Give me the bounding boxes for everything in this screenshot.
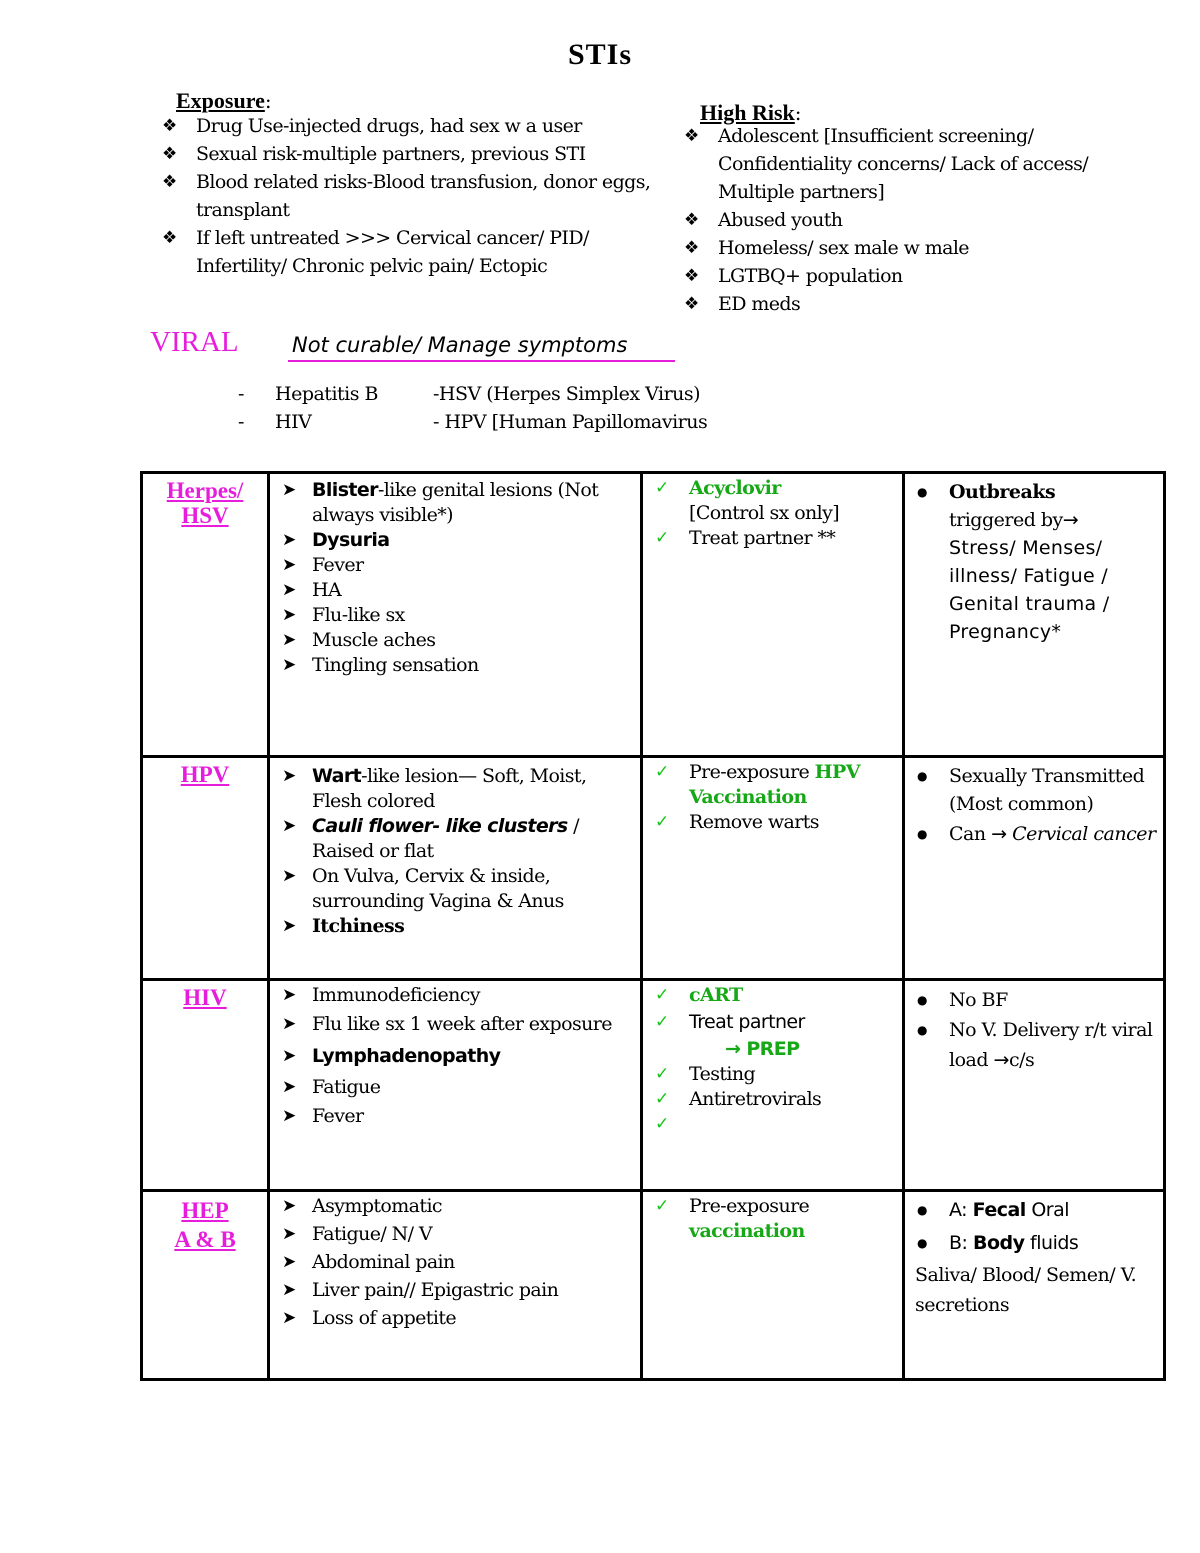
symptoms-list — [270, 1192, 640, 1332]
notes-list — [905, 474, 1163, 646]
note-fluids: Saliva/ Blood/ Semen/ V. secretions — [915, 1264, 1137, 1316]
arrow-right-icon: → — [993, 1049, 1009, 1071]
symptom-text: On Vulva, Cervix & inside, surrounding Vagina & Anus — [312, 865, 564, 912]
list-item — [158, 168, 678, 224]
symptom-text: Immunodeficiency — [312, 984, 480, 1006]
list-item — [653, 983, 902, 1008]
arrow-bullet-icon: ➤ — [282, 766, 296, 786]
treatment-highlight: → PREP — [725, 1038, 800, 1060]
list-item — [915, 1227, 1163, 1260]
list-item — [653, 1062, 902, 1087]
check-icon: ✓ — [655, 1064, 669, 1084]
table-row — [142, 473, 1165, 757]
high-risk-item-text: Homeless/ sex male w male — [718, 237, 969, 259]
symptom-bold: Blister — [312, 479, 378, 501]
arrow-bullet-icon: ➤ — [282, 1224, 296, 1244]
dot-bullet-icon: ● — [917, 769, 927, 783]
check-icon: ✓ — [655, 1196, 669, 1216]
diamond-bullet-icon: ❖ — [162, 144, 177, 164]
arrow-bullet-icon: ➤ — [282, 985, 296, 1005]
treatment-cell — [642, 473, 904, 757]
list-item — [653, 526, 902, 551]
diamond-bullet-icon: ❖ — [684, 210, 699, 230]
symptom-bold: Dysuria — [312, 529, 390, 551]
list-item — [282, 981, 640, 1010]
viral-underline — [288, 360, 675, 362]
dash-marker: - — [238, 411, 244, 433]
list-item — [680, 122, 1140, 206]
treatment-highlight: cART — [689, 984, 743, 1006]
exposure-item-text: Blood related risks-Blood transfusion, donor eggs, transplant — [196, 171, 651, 221]
page-title: STIs — [567, 38, 633, 71]
row-name: HSV — [181, 503, 229, 528]
diamond-bullet-icon: ❖ — [684, 294, 699, 314]
list-item — [282, 628, 640, 653]
arrow-bullet-icon: ➤ — [282, 916, 296, 936]
row-name: HEP — [181, 1198, 229, 1223]
viral-right-item: -HSV (Herpes Simplex Virus) — [433, 383, 701, 405]
table-row — [142, 1191, 1165, 1380]
list-item — [653, 810, 902, 835]
symptom-text: Asymptomatic — [312, 1195, 442, 1217]
list-item — [238, 380, 798, 408]
arrow-right-icon: → — [991, 823, 1007, 845]
high-risk-list — [680, 122, 1140, 318]
list-item — [915, 762, 1163, 818]
diamond-bullet-icon: ❖ — [162, 172, 177, 192]
list-item — [282, 1192, 640, 1220]
check-icon: ✓ — [655, 812, 669, 832]
treatment-cell — [642, 757, 904, 980]
high-risk-item-text: LGTBQ+ population — [718, 265, 903, 287]
note-text: c/s — [1008, 1049, 1035, 1071]
symptom-text: Muscle aches — [312, 629, 436, 651]
arrow-bullet-icon: ➤ — [282, 555, 296, 575]
high-risk-section — [680, 100, 1140, 318]
list-item — [158, 140, 678, 168]
viral-left-item: Hepatitis B — [275, 383, 378, 405]
list-item — [282, 764, 640, 814]
note-text: Sexually Transmitted (Most common) — [949, 765, 1145, 815]
arrow-bullet-icon: ➤ — [282, 1046, 296, 1066]
high-risk-item-text: Adolescent [Insufficient screening/ Confidentiality concerns/ Lack of access/ Multiple partners] — [718, 125, 1089, 203]
list-item — [282, 1102, 640, 1131]
symptom-text: Tingling sensation — [312, 654, 479, 676]
list-item — [282, 1073, 640, 1102]
check-icon: ✓ — [655, 1089, 669, 1109]
symptom-bold: Wart — [312, 765, 362, 787]
row-name-cell — [142, 757, 269, 980]
arrow-bullet-icon: ➤ — [282, 1106, 296, 1126]
diamond-bullet-icon: ❖ — [684, 126, 699, 146]
check-icon: ✓ — [655, 762, 669, 782]
treatment-highlight: HPV Vaccination — [689, 761, 860, 808]
list-item — [680, 262, 1140, 290]
treatment-text: Remove warts — [689, 811, 819, 833]
arrow-bullet-icon: ➤ — [282, 816, 296, 836]
treatment-list — [643, 474, 902, 551]
list-item — [653, 1008, 902, 1037]
list-item — [158, 224, 678, 280]
high-risk-heading: High Risk — [700, 100, 795, 125]
symptom-text: Liver pain// Epigastric pain — [312, 1279, 559, 1301]
note-text: B: — [949, 1232, 973, 1254]
list-item — [680, 290, 1140, 318]
sti-table — [140, 471, 1166, 1381]
note-text: Stress/ Menses/ illness/ Fatigue / Genital trauma / Pregnancy* — [949, 537, 1110, 643]
list-item — [282, 1276, 640, 1304]
symptom-text: / Raised or flat — [312, 815, 579, 862]
treatment-cell — [642, 1191, 904, 1380]
arrow-bullet-icon: ➤ — [282, 605, 296, 625]
treatment-highlight: vaccination — [689, 1220, 805, 1242]
diamond-bullet-icon: ❖ — [684, 238, 699, 258]
dot-bullet-icon: ● — [917, 1203, 927, 1217]
check-icon: ✓ — [655, 985, 669, 1005]
row-name: HIV — [183, 985, 227, 1010]
list-item — [282, 1039, 640, 1073]
list-item — [653, 760, 902, 810]
treatment-list — [643, 981, 902, 1137]
dot-bullet-icon: ● — [917, 1236, 927, 1250]
list-item — [282, 603, 640, 628]
exposure-heading-row — [158, 88, 678, 114]
symptom-bold: Cauli flower- like clusters — [312, 815, 568, 837]
arrow-bullet-icon: ➤ — [282, 1252, 296, 1272]
notes-cell — [904, 757, 1165, 980]
symptom-text: Fatigue/ N/ V — [312, 1223, 433, 1245]
treatment-text: [Control sx only] — [689, 502, 840, 524]
exposure-item-text: Drug Use-injected drugs, had sex w a user — [196, 115, 582, 137]
arrow-bullet-icon: ➤ — [282, 655, 296, 675]
list-item — [282, 1220, 640, 1248]
diamond-bullet-icon: ❖ — [162, 228, 177, 248]
high-risk-item-text: ED meds — [718, 293, 801, 315]
arrow-bullet-icon: ➤ — [282, 1308, 296, 1328]
row-name-cell — [142, 980, 269, 1191]
treatment-cell — [642, 980, 904, 1191]
arrow-bullet-icon: ➤ — [282, 530, 296, 550]
note-text: triggered by — [949, 509, 1063, 531]
treatment-text: Treat partner — [689, 1011, 805, 1033]
high-risk-item-text: Abused youth — [718, 209, 843, 231]
diamond-bullet-icon: ❖ — [162, 116, 177, 136]
row-name-cell — [142, 1191, 269, 1380]
note-text: fluids — [1024, 1232, 1079, 1254]
symptom-text: -like genital lesions (Not always visible*) — [312, 479, 599, 526]
symptoms-cell — [269, 980, 642, 1191]
list-item — [282, 528, 640, 553]
table-row — [142, 757, 1165, 980]
exposure-item-text: If left untreated >>> Cervical cancer/ PID/ Infertility/ Chronic pelvic pain/ Ectopic — [196, 227, 589, 277]
list-item — [915, 820, 1163, 848]
note-bold: Fecal — [972, 1199, 1026, 1221]
arrow-bullet-icon: ➤ — [282, 1196, 296, 1216]
arrow-bullet-icon: ➤ — [282, 866, 296, 886]
viral-list — [238, 380, 798, 436]
note-text: Can — [949, 823, 992, 845]
arrow-bullet-icon: ➤ — [282, 1077, 296, 1097]
viral-subtitle: Not curable/ Manage symptoms — [292, 333, 628, 357]
treatment-highlight: Acyclovir — [689, 477, 781, 499]
treatment-text: Pre-exposure — [689, 761, 815, 783]
exposure-list — [158, 112, 678, 280]
note-bold: Outbreaks — [949, 481, 1056, 503]
symptom-text: Loss of appetite — [312, 1307, 456, 1329]
dot-bullet-icon: ● — [917, 485, 927, 499]
notes-cell — [904, 1191, 1165, 1380]
check-icon: ✓ — [655, 1114, 669, 1134]
symptom-text: HA — [312, 579, 342, 601]
list-item — [282, 814, 640, 864]
symptoms-cell — [269, 473, 642, 757]
row-name: A & B — [174, 1227, 236, 1252]
treatment-list — [643, 758, 902, 835]
exposure-heading: Exposure — [176, 88, 265, 113]
symptom-bold: Lymphadenopathy — [312, 1045, 501, 1067]
note-text: Cervical cancer — [1006, 823, 1156, 845]
treatment-list — [643, 1192, 902, 1244]
list-item — [282, 553, 640, 578]
list-item — [915, 1194, 1163, 1227]
symptoms-list — [270, 981, 640, 1131]
exposure-item-text: Sexual risk-multiple partners, previous STI — [196, 143, 586, 165]
note-bold: Body — [972, 1232, 1025, 1254]
list-item — [282, 1010, 640, 1039]
symptom-text: Abdominal pain — [312, 1251, 455, 1273]
list-item — [282, 1248, 640, 1276]
symptom-text: Flu like sx 1 week after exposure — [312, 1013, 612, 1035]
symptom-text: Flu-like sx — [312, 604, 405, 626]
note-text: A: — [949, 1199, 973, 1221]
list-item — [915, 985, 1163, 1015]
high-risk-colon: : — [794, 101, 802, 125]
symptom-text: Fever — [312, 554, 364, 576]
list-item — [238, 408, 798, 436]
list-item — [282, 578, 640, 603]
notes-cell — [904, 473, 1165, 757]
check-icon: ✓ — [655, 528, 669, 548]
check-icon: ✓ — [655, 1012, 669, 1032]
arrow-bullet-icon: ➤ — [282, 630, 296, 650]
symptom-text: -like lesion— Soft, Moist, Flesh colored — [312, 765, 587, 812]
viral-left-item: HIV — [275, 411, 312, 433]
arrow-bullet-icon: ➤ — [282, 1280, 296, 1300]
symptoms-list — [270, 758, 640, 939]
list-item — [653, 1037, 902, 1062]
list-item — [915, 478, 1163, 646]
symptoms-cell — [269, 757, 642, 980]
arrow-right-icon: → — [1062, 509, 1079, 531]
notes-cell — [904, 980, 1165, 1191]
list-item — [653, 1112, 902, 1137]
arrow-bullet-icon: ➤ — [282, 480, 296, 500]
list-item — [653, 1194, 902, 1244]
symptom-bold: Itchiness — [312, 915, 405, 937]
treatment-text: Pre-exposure — [689, 1195, 810, 1217]
row-name: HPV — [180, 762, 230, 787]
list-item — [680, 206, 1140, 234]
symptom-text: Fatigue — [312, 1076, 381, 1098]
dot-bullet-icon: ● — [917, 993, 927, 1007]
viral-right-item: - HPV [Human Papillomavirus — [433, 411, 708, 433]
note-text: No BF — [949, 989, 1008, 1011]
note-text: No V. Delivery r/t viral load — [949, 1019, 1153, 1071]
arrow-bullet-icon: ➤ — [282, 1014, 296, 1034]
table-row — [142, 980, 1165, 1191]
symptoms-list — [270, 474, 640, 678]
note-text: Oral — [1025, 1199, 1070, 1221]
list-item — [282, 653, 640, 678]
notes-list — [905, 981, 1163, 1075]
list-item — [282, 914, 640, 939]
viral-label: VIRAL — [150, 326, 239, 358]
list-item — [653, 1087, 902, 1112]
dot-bullet-icon: ● — [917, 827, 927, 841]
list-item — [158, 112, 678, 140]
row-name: Herpes/ — [166, 478, 244, 503]
list-item — [915, 1015, 1163, 1075]
exposure-section — [158, 88, 678, 280]
list-item — [282, 864, 640, 914]
check-icon: ✓ — [655, 478, 669, 498]
row-name-cell — [142, 473, 269, 757]
list-item — [282, 478, 640, 528]
list-item — [653, 476, 902, 526]
diamond-bullet-icon: ❖ — [684, 266, 699, 286]
treatment-text: Testing — [689, 1063, 756, 1085]
treatment-text: Treat partner ** — [689, 527, 836, 549]
list-item — [680, 234, 1140, 262]
exposure-colon: : — [264, 89, 272, 113]
symptom-text: Fever — [312, 1105, 364, 1127]
notes-list — [905, 758, 1163, 848]
arrow-bullet-icon: ➤ — [282, 580, 296, 600]
treatment-text: Antiretrovirals — [689, 1088, 822, 1110]
symptoms-cell — [269, 1191, 642, 1380]
notes-list — [905, 1192, 1163, 1260]
list-item — [282, 1304, 640, 1332]
dash-marker: - — [238, 383, 244, 405]
dot-bullet-icon: ● — [917, 1023, 927, 1037]
